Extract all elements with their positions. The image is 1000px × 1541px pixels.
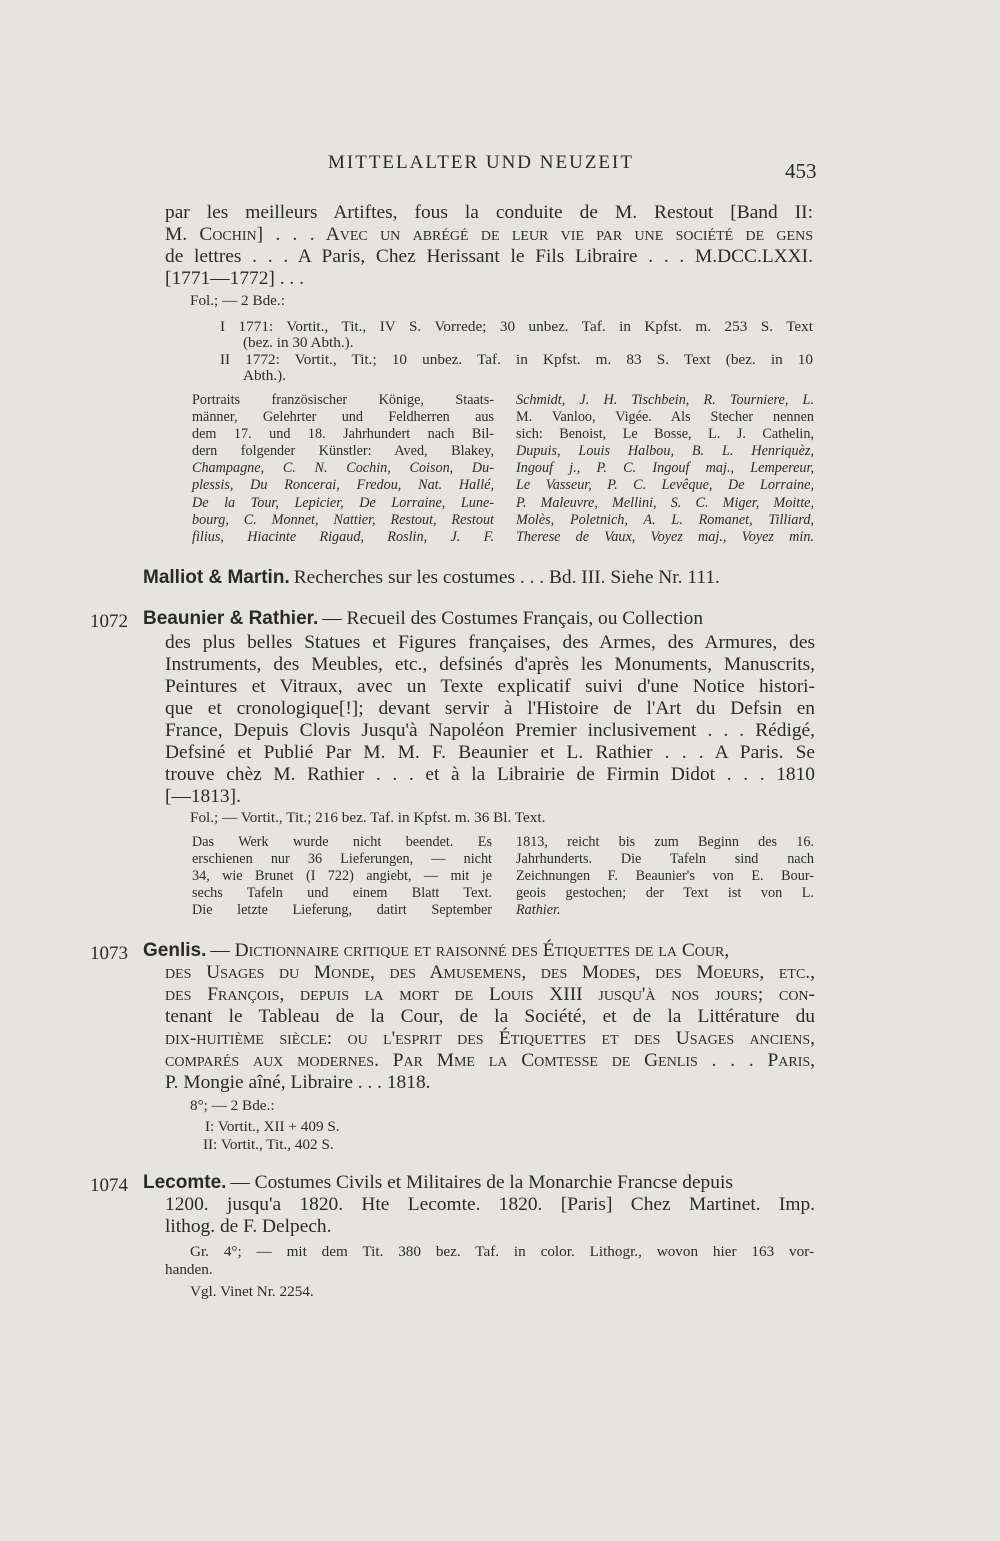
note-line: dem 17. und 18. Jahrhundert nach Bil- bbox=[192, 426, 494, 443]
entry-line: [1771—1772] . . . bbox=[165, 268, 304, 289]
reference-line: Vgl. Vinet Nr. 2254. bbox=[190, 1283, 314, 1300]
note-line: Champagne, C. N. Cochin, Coison, Du- bbox=[192, 460, 494, 477]
entry-line: 1200. jusqu'a 1820. Hte Lecomte. 1820. [Paris] Chez Martinet. Imp. bbox=[165, 1194, 815, 1215]
note-line: Dupuis, Louis Halbou, B. L. Henriquèz, bbox=[516, 443, 814, 460]
entry-line: M. Cochin] . . . Avec un abrégé de leur vie par une société de gens bbox=[165, 224, 813, 245]
entry-author: Lecomte. bbox=[143, 1172, 227, 1193]
note-line: männer, Gelehrter und Feldherren aus bbox=[192, 409, 494, 426]
note-line: 34, wie Brunet (I 722) angiebt, — mit je bbox=[192, 868, 492, 885]
note-line: P. Maleuvre, Mellini, S. C. Miger, Moitte, bbox=[516, 494, 814, 511]
note-column-right bbox=[516, 392, 814, 546]
entry-line: par les meilleurs Artiftes, fous la conduite de M. Restout [Band II: bbox=[165, 202, 813, 223]
entry-author: Malliot & Martin. bbox=[143, 567, 290, 588]
note-column-left bbox=[192, 834, 492, 919]
note-line: Zeichnungen F. Beaunier's von E. Bour- bbox=[516, 868, 814, 885]
entry-line: dix-huitième siècle: ou l'esprit des Étiquettes et des Usages anciens, bbox=[165, 1028, 815, 1049]
format-line: Gr. 4°; — mit dem Tit. 380 bez. Taf. in color. Lithogr., wovon hier 163 vor- bbox=[190, 1243, 814, 1260]
volume-line: I: Vortit., XII + 409 S. bbox=[205, 1118, 340, 1135]
entry-line: des François, depuis la mort de Louis XIII jusqu'à nos jours; con- bbox=[165, 984, 815, 1005]
volume-line: II: Vortit., Tit., 402 S. bbox=[203, 1136, 334, 1153]
volume-line: I 1771: Vortit., Tit., IV S. Vorrede; 30 unbez. Taf. in Kpfst. m. 253 S. Text bbox=[220, 318, 813, 335]
page-header bbox=[0, 152, 1000, 182]
note-column-left bbox=[192, 392, 494, 546]
entry-number: 1074 bbox=[90, 1175, 128, 1196]
entry-line: Peintures et Vitraux, avec un Texte explicatif suivi d'une Notice histori- bbox=[165, 676, 815, 697]
entry-line: lithog. de F. Delpech. bbox=[165, 1216, 332, 1237]
entry-line: — Recueil des Costumes Français, ou Collection bbox=[322, 608, 704, 629]
note-line: 1813, reicht bis zum Beginn des 16. bbox=[516, 834, 814, 850]
entry-number: 1072 bbox=[90, 611, 128, 632]
note-line: sich: Benoist, Le Bosse, L. J. Cathelin, bbox=[516, 426, 814, 443]
note-line: bourg, C. Monnet, Nattier, Restout, Restout bbox=[192, 511, 494, 528]
entry-line: [—1813]. bbox=[165, 786, 241, 807]
note-line: geois gestochen; der Text ist von L. bbox=[516, 885, 814, 902]
note-line: Portraits französischer Könige, Staats- bbox=[192, 392, 494, 408]
note-line: Therese de Vaux, Voyez maj., Voyez min. bbox=[516, 528, 814, 545]
note-line: Schmidt, J. H. Tischbein, R. Tourniere, L. bbox=[516, 392, 814, 408]
note-column-right bbox=[516, 834, 814, 919]
note-line: Molès, Poletnich, A. L. Romanet, Tilliard, bbox=[516, 511, 814, 528]
format-line: Fol.; — Vortit., Tit.; 216 bez. Taf. in Kpfst. m. 36 Bl. Text. bbox=[190, 809, 546, 826]
note-line: Le Vasseur, P. C. Levêque, De Lorraine, bbox=[516, 477, 814, 494]
note-line: Die letzte Lieferung, datirt September bbox=[192, 902, 492, 919]
volume-line: II 1772: Vortit., Tit.; 10 unbez. Taf. in Kpfst. m. 83 S. Text (bez. in 10 bbox=[220, 351, 813, 368]
entry-author: Beaunier & Rathier. bbox=[143, 608, 319, 629]
entry-line: Defsiné et Publié Par M. M. F. Beaunier et L. Rathier . . . A Paris. Se bbox=[165, 742, 815, 763]
note-line: Jahrhunderts. Die Tafeln sind nach bbox=[516, 851, 814, 868]
entry-line: P. Mongie aîné, Libraire . . . 1818. bbox=[165, 1072, 431, 1093]
note-line: Ingouf j., P. C. Ingouf maj., Lempereur, bbox=[516, 460, 814, 477]
entry-author: Genlis. bbox=[143, 940, 207, 961]
entry-line: France, Depuis Clovis Jusqu'à Napoléon Premier inclusivement . . . Rédigé, bbox=[165, 720, 815, 741]
entry-line: des Usages du Monde, des Amusemens, des Modes, des Moeurs, etc., bbox=[165, 962, 815, 983]
format-line: 8°; — 2 Bde.: bbox=[190, 1097, 275, 1114]
entry-line: — Dictionnaire critique et raisonné des Étiquettes de la Cour, bbox=[210, 940, 730, 961]
note-line: Rathier. bbox=[516, 902, 561, 919]
entry-line: tenant le Tableau de la Cour, de la Société, et de la Littérature du bbox=[165, 1006, 815, 1027]
format-line: Fol.; — 2 Bde.: bbox=[190, 292, 285, 309]
entry-line: — Costumes Civils et Militaires de la Monarchie Francse depuis bbox=[230, 1172, 733, 1193]
running-head: MITTELALTER UND NEUZEIT bbox=[328, 152, 634, 173]
note-line: filius, Hiacinte Rigaud, Roslin, J. F. bbox=[192, 528, 494, 545]
entry-number: 1073 bbox=[90, 943, 128, 964]
entry-line: trouve chèz M. Rathier . . . et à la Librairie de Firmin Didot . . . 1810 bbox=[165, 764, 815, 785]
volume-line: (bez. in 30 Abth.). bbox=[243, 334, 354, 351]
note-line: De la Tour, Lepicier, De Lorraine, Lune- bbox=[192, 494, 494, 511]
format-line: handen. bbox=[165, 1261, 213, 1278]
note-line: Das Werk wurde nicht beendet. Es bbox=[192, 834, 492, 850]
entry-line: Instruments, des Meubles, etc., defsinés d'après les Monuments, Manuscrits, bbox=[165, 654, 815, 675]
note-line: erschienen nur 36 Lieferungen, — nicht bbox=[192, 851, 492, 868]
entry-line: que et cronologique[!]; devant servir à l'Histoire de l'Art du Defsin en bbox=[165, 698, 815, 719]
entry-line: de lettres . . . A Paris, Chez Herissant le Fils Libraire . . . M.DCC.LXXI. bbox=[165, 246, 813, 267]
note-line: dern folgender Künstler: Aved, Blakey, bbox=[192, 443, 494, 460]
volume-line: Abth.). bbox=[243, 367, 287, 384]
note-line: plessis, Du Roncerai, Fredou, Nat. Hallé, bbox=[192, 477, 494, 494]
page-number: 453 bbox=[785, 159, 817, 183]
note-line: sechs Tafeln und einem Blatt Text. bbox=[192, 885, 492, 902]
note-line: M. Vanloo, Vigée. Als Stecher nennen bbox=[516, 409, 814, 426]
entry-text: Recherches sur les costumes . . . Bd. III. Siehe Nr. 111. bbox=[293, 567, 720, 588]
entry-line: des plus belles Statues et Figures françaises, des Armes, des Armures, des bbox=[165, 632, 815, 653]
entry-line: comparés aux modernes. Par Mme la Comtesse de Genlis . . . Paris, bbox=[165, 1050, 815, 1071]
